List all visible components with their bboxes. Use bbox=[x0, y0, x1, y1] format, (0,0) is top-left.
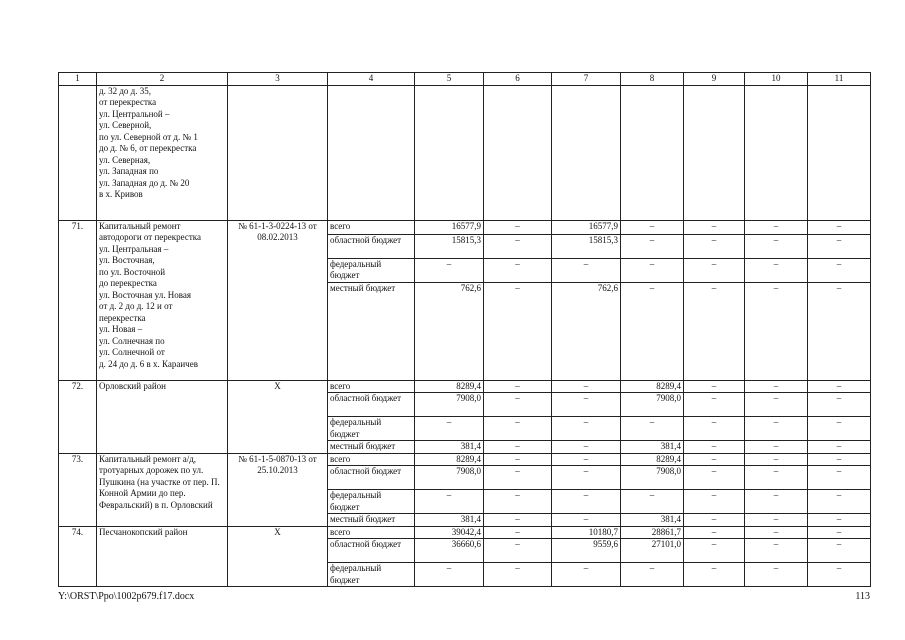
item-number: 74. bbox=[59, 526, 97, 587]
amount-cell: 7908,0 bbox=[621, 393, 684, 417]
amount-cell: – bbox=[552, 417, 621, 441]
amount-cell: – bbox=[684, 282, 745, 380]
amount-cell: – bbox=[684, 380, 745, 393]
header-cell: 11 bbox=[808, 73, 871, 86]
amount-cell: – bbox=[684, 441, 745, 454]
empty-cell bbox=[684, 85, 745, 220]
amount-cell: – bbox=[808, 514, 871, 527]
amount-cell: – bbox=[808, 380, 871, 393]
amount-cell: – bbox=[552, 453, 621, 466]
amount-cell: – bbox=[621, 490, 684, 514]
object-name: Орловский район bbox=[97, 380, 228, 453]
empty-cell bbox=[415, 85, 484, 220]
amount-cell: – bbox=[808, 393, 871, 417]
continuation-text: д. 32 до д. 35, от перекрестка ул. Центральной – ул. Северной, по ул. Северной от д. № 1 до д. № 6, от перекрестка ул. Северная, ул. Западная по ул. Западная до д. № 20 в х. Кривов bbox=[97, 85, 228, 220]
amount-cell: – bbox=[684, 539, 745, 563]
amount-cell: – bbox=[808, 539, 871, 563]
funding-source-label: областной бюджет bbox=[328, 234, 415, 258]
amount-cell: – bbox=[484, 563, 552, 587]
amount-cell: – bbox=[745, 563, 808, 587]
item-number: 72. bbox=[59, 380, 97, 453]
amount-cell: 381,4 bbox=[415, 514, 484, 527]
amount-cell: – bbox=[621, 258, 684, 282]
expertise-doc: Х bbox=[228, 380, 328, 453]
amount-cell: 762,6 bbox=[415, 282, 484, 380]
amount-cell: – bbox=[552, 490, 621, 514]
amount-cell: – bbox=[484, 393, 552, 417]
amount-cell: – bbox=[808, 526, 871, 539]
header-cell: 3 bbox=[228, 73, 328, 86]
amount-cell: – bbox=[684, 417, 745, 441]
amount-cell: – bbox=[484, 466, 552, 490]
amount-cell: – bbox=[684, 393, 745, 417]
amount-cell: – bbox=[684, 453, 745, 466]
empty-cell bbox=[552, 85, 621, 220]
amount-cell: – bbox=[808, 466, 871, 490]
amount-cell: 7908,0 bbox=[415, 466, 484, 490]
amount-cell: 16577,9 bbox=[552, 220, 621, 234]
funding-source-label: федеральный бюджет bbox=[328, 258, 415, 282]
amount-cell: – bbox=[684, 220, 745, 234]
object-name: Капитальный ремонт автодороги от перекрестка ул. Центральная – ул. Восточная, по ул. Восточной до перекрестка ул. Восточная ул. Новая от д. 2 до д. 12 и от перекрестка ул. Новая – ул. Солнечная по ул. Солнечной от д. 24 до д. 6 в х. Караичев bbox=[97, 220, 228, 380]
funding-source-label: местный бюджет bbox=[328, 282, 415, 380]
amount-cell: – bbox=[808, 258, 871, 282]
amount-cell: – bbox=[745, 539, 808, 563]
amount-cell: – bbox=[552, 380, 621, 393]
amount-cell: – bbox=[484, 526, 552, 539]
amount-cell: 15815,3 bbox=[552, 234, 621, 258]
item-number: 73. bbox=[59, 453, 97, 526]
amount-cell: 7908,0 bbox=[621, 466, 684, 490]
budget-row bbox=[59, 453, 871, 466]
funding-source-label: всего bbox=[328, 526, 415, 539]
file-path: Y:\ORST\Ppo\1002p679.f17.docx bbox=[58, 591, 195, 602]
amount-cell: – bbox=[415, 258, 484, 282]
amount-cell: – bbox=[745, 258, 808, 282]
funding-source-label: областной бюджет bbox=[328, 539, 415, 563]
amount-cell: – bbox=[552, 466, 621, 490]
funding-source-label: местный бюджет bbox=[328, 514, 415, 527]
amount-cell: – bbox=[484, 490, 552, 514]
amount-cell: 15815,3 bbox=[415, 234, 484, 258]
amount-cell: – bbox=[684, 466, 745, 490]
expertise-doc: Х bbox=[228, 526, 328, 587]
header-cell: 10 bbox=[745, 73, 808, 86]
amount-cell: – bbox=[745, 453, 808, 466]
amount-cell: – bbox=[484, 282, 552, 380]
amount-cell: – bbox=[484, 539, 552, 563]
amount-cell: 27101,0 bbox=[621, 539, 684, 563]
page-number: 113 bbox=[855, 591, 870, 602]
funding-source-label: всего bbox=[328, 453, 415, 466]
amount-cell: – bbox=[552, 514, 621, 527]
amount-cell: – bbox=[621, 220, 684, 234]
amount-cell: – bbox=[621, 234, 684, 258]
amount-cell: – bbox=[484, 380, 552, 393]
header-cell: 6 bbox=[484, 73, 552, 86]
amount-cell: – bbox=[808, 563, 871, 587]
amount-cell: – bbox=[552, 258, 621, 282]
amount-cell: – bbox=[415, 490, 484, 514]
empty-cell bbox=[745, 85, 808, 220]
number-cell bbox=[59, 85, 97, 220]
amount-cell: – bbox=[745, 441, 808, 454]
header-cell: 5 bbox=[415, 73, 484, 86]
amount-cell: 28861,7 bbox=[621, 526, 684, 539]
amount-cell: – bbox=[808, 441, 871, 454]
amount-cell: – bbox=[484, 258, 552, 282]
header-cell: 1 bbox=[59, 73, 97, 86]
amount-cell: – bbox=[484, 220, 552, 234]
funding-source-label: областной бюджет bbox=[328, 393, 415, 417]
amount-cell: 39042,4 bbox=[415, 526, 484, 539]
amount-cell: 762,6 bbox=[552, 282, 621, 380]
header-cell: 7 bbox=[552, 73, 621, 86]
amount-cell: 381,4 bbox=[621, 514, 684, 527]
amount-cell: – bbox=[808, 220, 871, 234]
column-number-row bbox=[59, 73, 871, 86]
funding-source-label: федеральный бюджет bbox=[328, 563, 415, 587]
amount-cell: – bbox=[684, 563, 745, 587]
funding-source-label: всего bbox=[328, 380, 415, 393]
amount-cell: 8289,4 bbox=[415, 380, 484, 393]
amount-cell: – bbox=[684, 526, 745, 539]
amount-cell: – bbox=[621, 563, 684, 587]
amount-cell: – bbox=[621, 417, 684, 441]
amount-cell: – bbox=[808, 417, 871, 441]
object-name: Капитальный ремонт а/д, тротуарных дорожек по ул. Пушкина (на участке от пер. П. Конной Армии до пер. Февральский) в п. Орловский bbox=[97, 453, 228, 526]
amount-cell: – bbox=[745, 234, 808, 258]
amount-cell: – bbox=[484, 441, 552, 454]
amount-cell: – bbox=[745, 393, 808, 417]
amount-cell: – bbox=[745, 380, 808, 393]
amount-cell: – bbox=[684, 490, 745, 514]
amount-cell: – bbox=[745, 490, 808, 514]
amount-cell: – bbox=[808, 453, 871, 466]
empty-cell bbox=[808, 85, 871, 220]
object-name: Песчанокопский район bbox=[97, 526, 228, 587]
amount-cell: – bbox=[484, 453, 552, 466]
amount-cell: – bbox=[745, 417, 808, 441]
amount-cell: – bbox=[808, 234, 871, 258]
empty-cell bbox=[328, 85, 415, 220]
amount-cell: – bbox=[552, 441, 621, 454]
empty-cell bbox=[228, 85, 328, 220]
funding-source-label: местный бюджет bbox=[328, 441, 415, 454]
amount-cell: 10180,7 bbox=[552, 526, 621, 539]
funding-source-label: федеральный бюджет bbox=[328, 417, 415, 441]
amount-cell: – bbox=[684, 258, 745, 282]
amount-cell: – bbox=[745, 282, 808, 380]
budget-row bbox=[59, 526, 871, 539]
item-number: 71. bbox=[59, 220, 97, 380]
amount-cell: 8289,4 bbox=[621, 453, 684, 466]
funding-source-label: всего bbox=[328, 220, 415, 234]
amount-cell: – bbox=[621, 282, 684, 380]
header-cell: 4 bbox=[328, 73, 415, 86]
amount-cell: – bbox=[552, 563, 621, 587]
amount-cell: – bbox=[808, 282, 871, 380]
amount-cell: – bbox=[484, 234, 552, 258]
amount-cell: 7908,0 bbox=[415, 393, 484, 417]
amount-cell: 381,4 bbox=[415, 441, 484, 454]
amount-cell: 381,4 bbox=[621, 441, 684, 454]
amount-cell: – bbox=[684, 234, 745, 258]
amount-cell: – bbox=[415, 563, 484, 587]
expertise-doc: № 61-1-3-0224-13 от 08.02.2013 bbox=[228, 220, 328, 380]
amount-cell: – bbox=[484, 417, 552, 441]
amount-cell: – bbox=[745, 466, 808, 490]
amount-cell: – bbox=[745, 514, 808, 527]
amount-cell: – bbox=[415, 417, 484, 441]
amount-cell: – bbox=[552, 393, 621, 417]
empty-cell bbox=[484, 85, 552, 220]
budget-row bbox=[59, 220, 871, 234]
funding-source-label: федеральный бюджет bbox=[328, 490, 415, 514]
amount-cell: – bbox=[684, 514, 745, 527]
amount-cell: 8289,4 bbox=[415, 453, 484, 466]
amount-cell: – bbox=[484, 514, 552, 527]
amount-cell: 9559,6 bbox=[552, 539, 621, 563]
header-cell: 2 bbox=[97, 73, 228, 86]
continuation-row bbox=[59, 85, 871, 220]
amount-cell: – bbox=[745, 526, 808, 539]
header-cell: 8 bbox=[621, 73, 684, 86]
budget-row bbox=[59, 380, 871, 393]
document-page bbox=[58, 72, 871, 587]
amount-cell: 8289,4 bbox=[621, 380, 684, 393]
amount-cell: – bbox=[808, 490, 871, 514]
amount-cell: 16577,9 bbox=[415, 220, 484, 234]
budget-table bbox=[58, 72, 871, 587]
header-cell: 9 bbox=[684, 73, 745, 86]
funding-source-label: областной бюджет bbox=[328, 466, 415, 490]
amount-cell: – bbox=[745, 220, 808, 234]
amount-cell: 36660,6 bbox=[415, 539, 484, 563]
expertise-doc: № 61-1-5-0870-13 от 25.10.2013 bbox=[228, 453, 328, 526]
empty-cell bbox=[621, 85, 684, 220]
